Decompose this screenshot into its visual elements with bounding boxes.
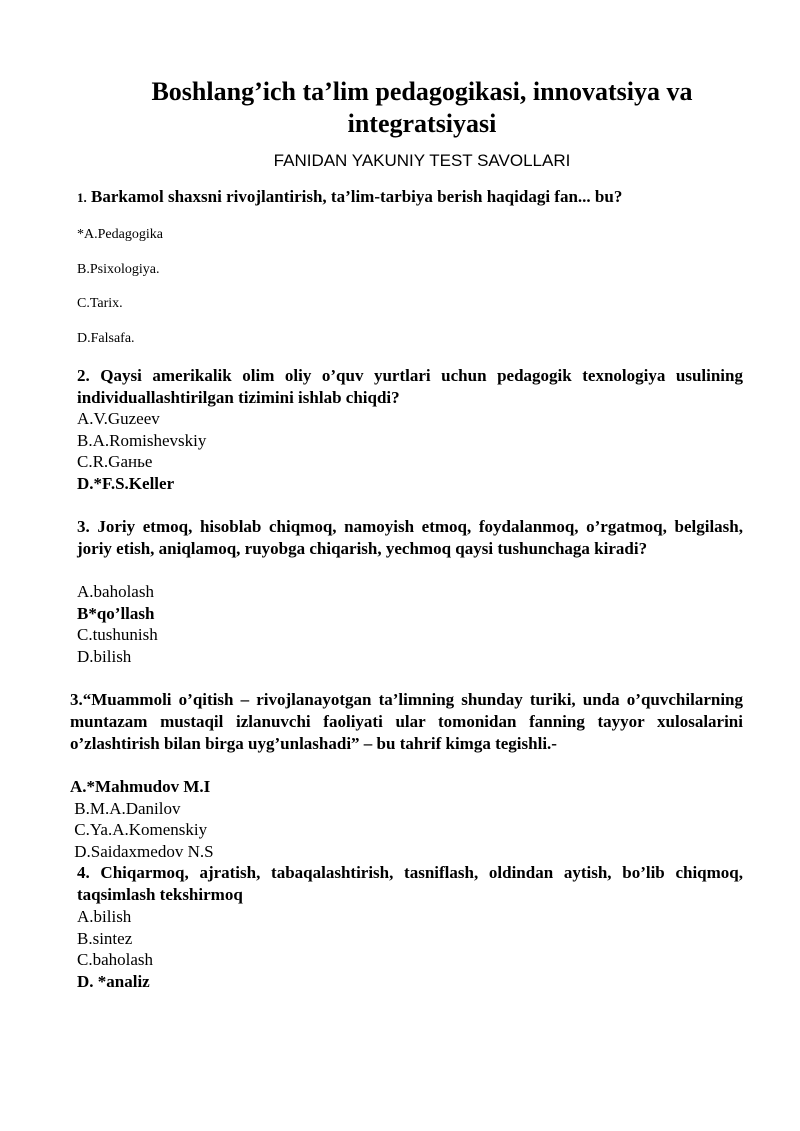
question-3-option-c: C.tushunish — [77, 625, 158, 645]
question-4-option-a: A.*Mahmudov M.I — [70, 777, 211, 796]
question-5-option-b: B.sintez — [77, 928, 133, 948]
question-4-option-d: D.Saidaxmedov N.S — [70, 841, 214, 861]
question-4-option-b: B.M.A.Danilov — [70, 798, 181, 818]
question-2-option-a: A.V.Guzeev — [77, 409, 160, 428]
question-3-option-b: B*qo’llash — [77, 603, 155, 623]
question-4-option-c: C.Ya.A.Komenskiy — [70, 820, 208, 840]
question-1-option-d: D.Falsafa. — [77, 331, 135, 346]
question-1-option-a: *A.Pedagogika — [77, 227, 163, 242]
question-1-option-c: C.Tarix. — [77, 296, 123, 311]
question-1-option-b: B.Psixologiya. — [77, 262, 160, 277]
question-4-options — [70, 776, 736, 862]
question-5-option-c: C.baholash — [77, 950, 154, 970]
question-5-option-d: D. *analiz — [77, 971, 150, 991]
question-2-option-c: C.R.Gaнье — [77, 452, 153, 472]
question-3-text: 3. Joriy etmoq, hisoblab chiqmoq, namoyish etmoq, foydalanmoq, o’rgatmoq, belgilash, joriy etish, aniqlamoq, ruyobga chiqarish, yechmoq qaysi tushunchaga kiradi? — [77, 517, 743, 558]
question-5-option-a: A.bilish — [77, 907, 132, 926]
question-3-option-a: A.baholash — [77, 582, 154, 601]
question-2-option-b: B.A.Romishevskiy — [77, 430, 207, 450]
document-subtitle: FANIDAN YAKUNIY TEST SAVOLLARI — [273, 151, 571, 170]
question-5-text: 4. Chiqarmoq, ajratish, tabaqalashtirish, tasniflash, oldindan aytish, bo’lib chiqmoq, taqsimlash tekshirmoq — [77, 863, 743, 904]
question-5-options — [77, 906, 743, 992]
question-1-number: 1. — [77, 190, 87, 205]
question-3-option-d: D.bilish — [77, 646, 132, 666]
question-2-options — [77, 408, 743, 494]
question-3-options — [77, 581, 743, 667]
question-1-text: Barkamol shaxsni rivojlantirish, ta’lim-tarbiya berish haqidagi fan... bu? — [91, 187, 623, 206]
question-2-option-d: D.*F.S.Keller — [77, 473, 175, 493]
question-1 — [77, 186, 743, 209]
document-title: Boshlang’ich ta’lim pedagogikasi, innovatsiya va integratsiyasi — [151, 77, 693, 138]
question-2-text: 2. Qaysi amerikalik olim oliy o’quv yurtlari uchun pedagogik texnologiya usulining individuallashtirilgan tizimini ishlab chiqdi? — [77, 366, 743, 407]
question-4-text: 3.“Muammoli o’qitish – rivojlanayotgan ta’limning shunday turiki, unda o’quvchilarning muntazam mustaqil izlanuvchi faoliyati ular tomonidan fanning tayyor xulosalarini o’zlashtirish bilan birga uyg’unlashadi” – bu tahrif kimga tegishli.- — [70, 690, 743, 753]
